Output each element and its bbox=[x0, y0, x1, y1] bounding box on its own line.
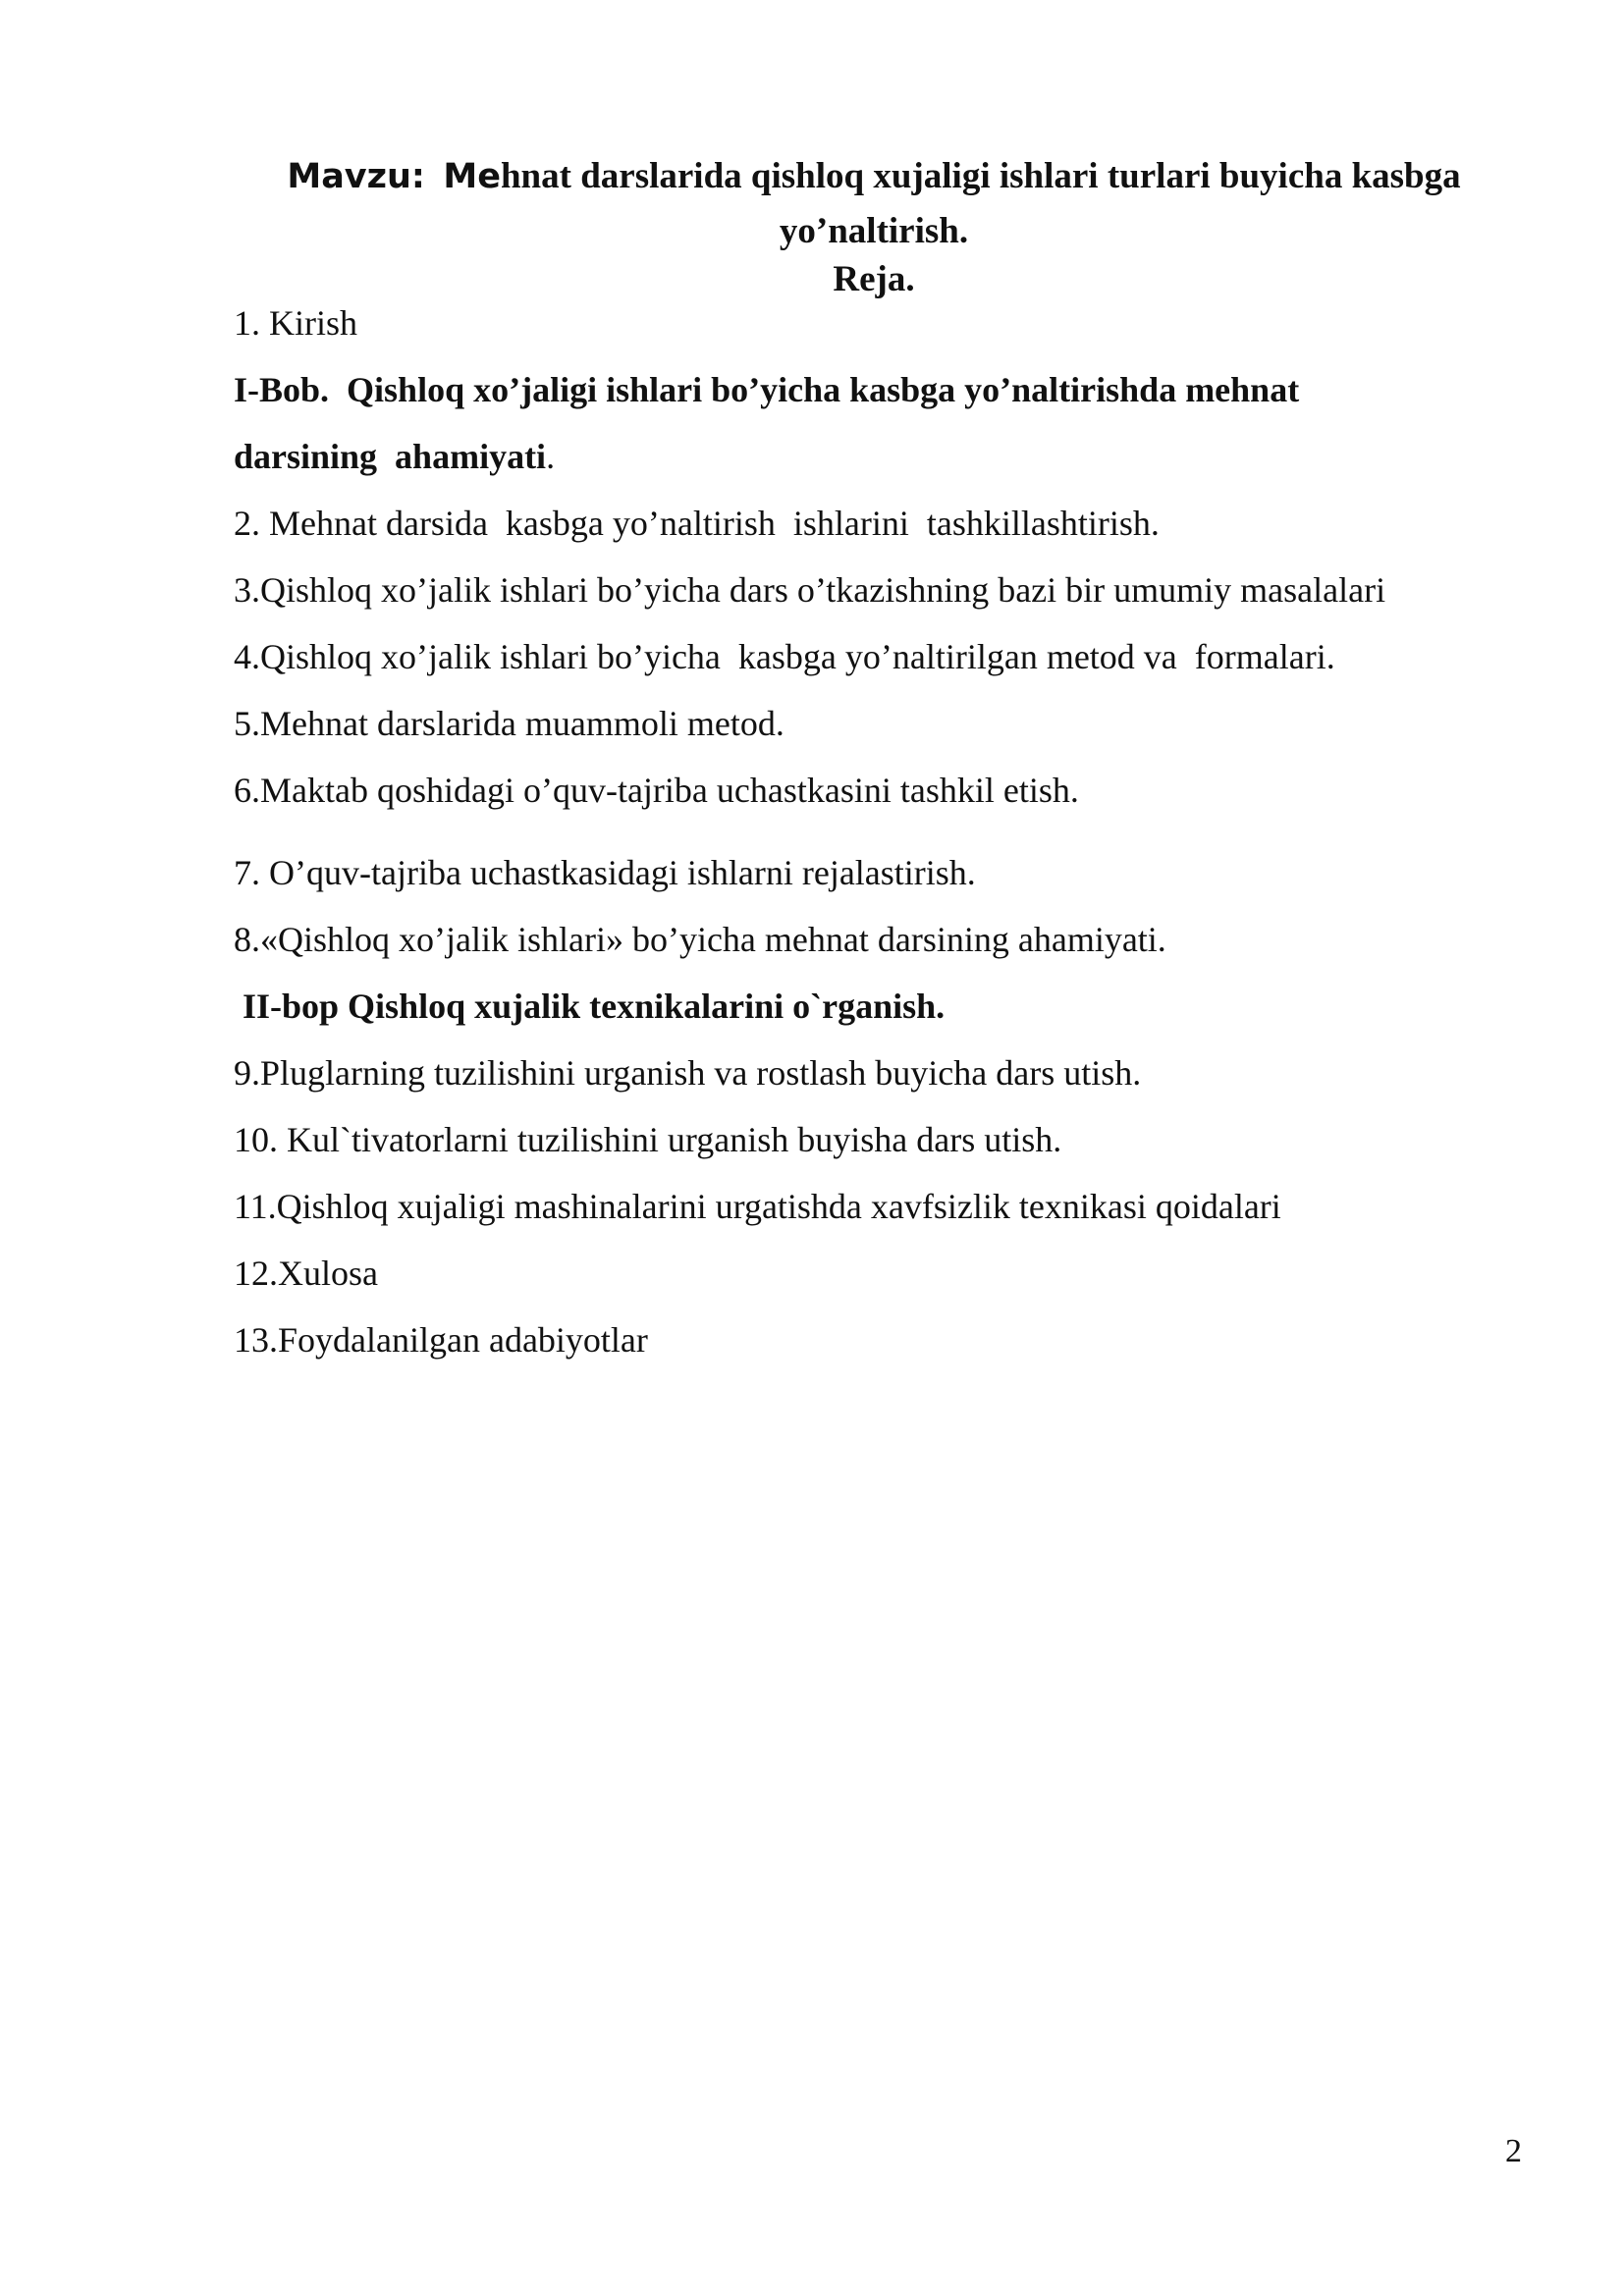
plan-item bbox=[234, 850, 1540, 895]
plan-item bbox=[234, 917, 1540, 962]
plan-item bbox=[234, 567, 1540, 613]
plan-item-text: 10. Kul`tivatorlarni tuzilishini urganish buyisha dars utish. bbox=[234, 1120, 1062, 1159]
document-title bbox=[236, 149, 1512, 259]
plan-item-text: 1. Kirish bbox=[234, 303, 357, 343]
plan-item-text: 13.Foydalanilgan adabiyotlar bbox=[234, 1320, 648, 1360]
plan-item bbox=[234, 1117, 1540, 1162]
plan-item-suffix: . bbox=[546, 437, 556, 476]
plan-item-text: 5.Mehnat darslarida muammoli metod. bbox=[234, 704, 784, 743]
page-number: 2 bbox=[1505, 2133, 1522, 2169]
plan-item-text: 6.Maktab qoshidagi o’quv-tajriba uchastkasini tashkil etish. bbox=[234, 771, 1079, 810]
plan-item bbox=[234, 1317, 1540, 1362]
plan-item-text: 7. O’quv-tajriba uchastkasidagi ishlarni rejalastirish. bbox=[234, 853, 976, 892]
title-mid: Me bbox=[443, 157, 501, 196]
plan-item-text: 11.Qishloq xujaligi mashinalarini urgatishda xavfsizlik texnikasi qoidalari bbox=[234, 1187, 1281, 1226]
plan-item bbox=[234, 434, 1540, 479]
title-rest: hnat darslarida qishloq xujaligi ishlari turlari buyicha kasbga bbox=[500, 156, 1461, 196]
title-line-2: yo’naltirish. bbox=[779, 211, 969, 251]
plan-item-text: II-bop Qishloq xujalik texnikalarini o`rganish. bbox=[234, 987, 946, 1026]
plan-item-text: 9.Pluglarning tuzilishini urganish va rostlash buyicha dars utish. bbox=[234, 1053, 1142, 1093]
title-prefix: Mavzu: bbox=[287, 157, 425, 196]
plan-item-text: darsining ahamiyati bbox=[234, 437, 547, 476]
plan-item bbox=[234, 768, 1540, 813]
plan-item bbox=[234, 984, 1540, 1029]
plan-item-text: I-Bob. Qishloq xo’jaligi ishlari bo’yicha kasbga yo’naltirishda mehnat bbox=[234, 370, 1300, 409]
plan-item bbox=[234, 1251, 1540, 1296]
plan-item-text: 3.Qishloq xo’jalik ishlari bo’yicha dars o’tkazishning bazi bir umumiy masalalari bbox=[234, 570, 1386, 610]
plan-item bbox=[234, 367, 1540, 412]
plan-item-text: 12.Xulosa bbox=[234, 1254, 378, 1293]
plan-heading: Reja. bbox=[833, 259, 915, 299]
plan-item bbox=[234, 1050, 1540, 1095]
plan-item bbox=[234, 634, 1540, 679]
plan-item-text: 4.Qishloq xo’jalik ishlari bo’yicha kasbga yo’naltirilgan metod va formalari. bbox=[234, 637, 1335, 676]
plan-item bbox=[234, 1184, 1540, 1229]
plan-item-text: 8.«Qishloq xo’jalik ishlari» bo’yicha mehnat darsining ahamiyati. bbox=[234, 920, 1166, 959]
plan-item-text: 2. Mehnat darsida kasbga yo’naltirish ishlarini tashkillashtirish. bbox=[234, 504, 1160, 543]
plan-item bbox=[234, 300, 1540, 346]
plan-item bbox=[234, 701, 1540, 746]
plan-item bbox=[234, 501, 1540, 546]
